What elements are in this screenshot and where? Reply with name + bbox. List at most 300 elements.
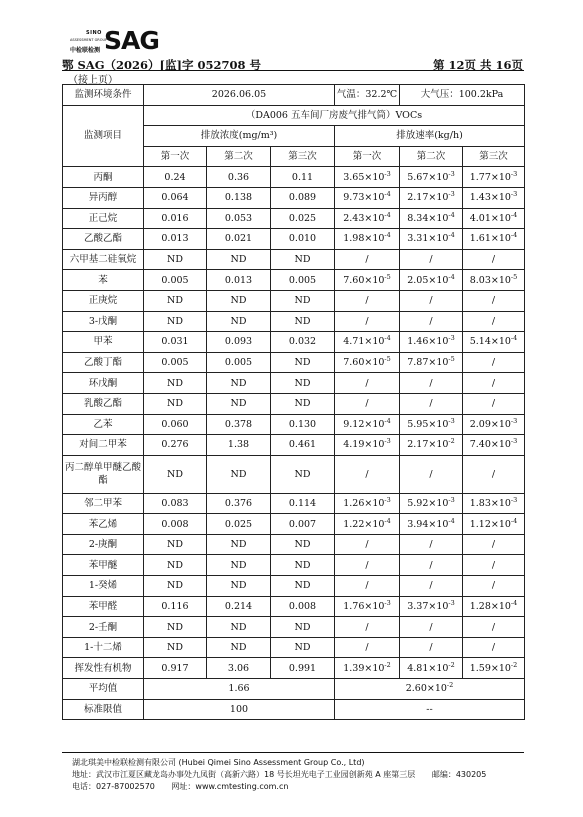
rate-run-1-value: 4.71×10 [343, 336, 385, 348]
conc-run-1 [144, 332, 207, 353]
conc-run-1-value: ND [167, 468, 183, 480]
rate-run-3-value: / [491, 580, 496, 592]
rate-run-3-exponent: -3 [510, 190, 518, 199]
rate-run-2 [400, 311, 463, 332]
rate-run-1-value: 7.60×10 [343, 274, 385, 286]
rate-run-3-value: 1.61×10 [469, 233, 511, 245]
rate-run-1-exponent: -4 [384, 231, 391, 240]
conc-run-1-value: 0.031 [161, 336, 189, 348]
conc-run-3-value: ND [294, 642, 311, 654]
rate-run-2 [400, 167, 463, 188]
conc-run-1-value: 0.116 [161, 600, 189, 612]
conc-run-2 [207, 290, 271, 311]
conc-run-2-value: ND [230, 580, 247, 592]
rate-run-3-value: 1.43×10 [469, 192, 511, 204]
conc-run-2 [207, 187, 271, 208]
rate-run-1-exponent: -2 [384, 660, 391, 669]
conc-run-2-value: 0.021 [224, 233, 253, 245]
conc-run-2-value: ND [230, 468, 247, 480]
rate-run-1 [335, 534, 400, 555]
rate-run-1 [335, 455, 400, 493]
rate-run-2 [400, 187, 463, 208]
compound-name [63, 534, 144, 555]
env-row [63, 85, 525, 106]
footer-divider [62, 752, 524, 753]
rate-run-2 [400, 332, 463, 353]
table-row [63, 658, 525, 679]
compound-name-value: 2-庚酮 [88, 539, 118, 551]
conc-run-3-value: 0.032 [288, 336, 317, 348]
rate-run-2-exponent: -3 [448, 169, 455, 178]
report-number: 鄂 SAG（2026）[监]字 052708 号 [62, 58, 261, 72]
compound-name [63, 332, 144, 353]
compound-name [63, 249, 144, 270]
conc-run-1 [144, 534, 207, 555]
rate-run-3 [463, 637, 525, 658]
rate-run-3-value: 7.40×10 [469, 439, 511, 451]
rate-run-1-exponent: -4 [384, 334, 391, 343]
rate-run-2-value: 2.17×10 [407, 192, 449, 204]
conc-run-2-value: ND [230, 295, 247, 307]
rate-run-2-exponent: -2 [448, 660, 455, 669]
conc-run-3 [271, 637, 335, 658]
conc-run-1 [144, 311, 207, 332]
rate-run-1-exponent: -3 [384, 598, 391, 607]
logo-cn-text: 中检联检测 [70, 47, 101, 54]
compound-name-value: 苯甲醛 [88, 600, 118, 612]
conc-run-3-value: 0.008 [288, 600, 317, 612]
compound-name-value: 正己烷 [88, 212, 118, 224]
rate-run-2-value: / [429, 254, 433, 266]
conc-run-3-value: ND [294, 539, 311, 551]
rate-run-3-value: / [491, 398, 496, 410]
compound-name [63, 167, 144, 188]
rate-run-2-exponent: -3 [448, 598, 455, 607]
conc-run-1-value: 0.016 [161, 212, 189, 224]
rate-run-2 [400, 596, 463, 617]
rate-run-2-value: / [429, 295, 433, 307]
rate-run-3-exponent: -4 [510, 334, 518, 343]
compound-name [63, 493, 144, 514]
conc-run-1 [144, 637, 207, 658]
env-label: 监测环境条件 [63, 85, 144, 106]
conc-run-1-value: 0.060 [161, 418, 189, 430]
conc-run-2-value: 0.138 [224, 192, 253, 204]
rate-run-1-value: / [365, 377, 369, 389]
rate-header: 排放速率(kg/h) [335, 126, 525, 147]
rate-run-3 [463, 290, 525, 311]
rate-run-1-value: / [365, 539, 369, 551]
rate-run-3-value: / [491, 559, 496, 571]
rate-run-2-value: 2.05×10 [407, 274, 449, 286]
conc-run-2 [207, 514, 271, 535]
conc-run-1-value: 0.013 [161, 233, 189, 245]
conc-run-1-value: 0.917 [161, 662, 189, 674]
conc-run-2-value: 0.214 [224, 600, 253, 612]
compound-name [63, 187, 144, 208]
conc-run-2 [207, 596, 271, 617]
page-info: 第 12页 共 16页 [432, 58, 523, 72]
conc-run-1 [144, 373, 207, 394]
rate-run-3-value: 1.59×10 [469, 662, 511, 674]
conc-run-3-value: ND [294, 295, 311, 307]
rate-run-2 [400, 555, 463, 576]
rate-run-2 [400, 249, 463, 270]
compound-name [63, 311, 144, 332]
rate-run-3-exponent: -4 [510, 210, 518, 219]
rate-run-3-exponent: -3 [510, 495, 518, 504]
rate-run-3 [463, 393, 525, 414]
rate-run-3 [463, 596, 525, 617]
compound-name-value: 苯乙烯 [88, 518, 118, 530]
conc-run-1 [144, 658, 207, 679]
compound-name-value: 乙酸丁酯 [83, 357, 122, 369]
conc-run-2-value: ND [230, 559, 247, 571]
conc-run-1-value: 0.276 [161, 439, 189, 451]
compound-name [63, 617, 144, 638]
conc-run-1 [144, 596, 207, 617]
rate-run-3-value: / [491, 295, 496, 307]
conc-run-1-value: ND [167, 559, 183, 571]
compound-name-value: 挥发性有机物 [74, 662, 132, 674]
table-row [63, 435, 525, 456]
compound-name [63, 514, 144, 535]
conc-run-1 [144, 290, 207, 311]
run-header: 第一次 [335, 146, 400, 167]
rate-run-1 [335, 352, 400, 373]
conc-run-1-value: 0.24 [164, 171, 186, 183]
env-pressure: 大气压：100.2kPa [400, 85, 525, 106]
conc-run-2-value: ND [230, 621, 247, 633]
conc-run-2 [207, 455, 271, 493]
logo-sino-text: SINO [86, 30, 102, 36]
rate-run-2-exponent: -2 [448, 437, 455, 446]
conc-run-1-value: 0.008 [161, 518, 189, 530]
conc-run-3-value: ND [294, 357, 311, 369]
limit-row [63, 699, 525, 720]
table-row [63, 311, 525, 332]
rate-run-3 [463, 373, 525, 394]
rate-run-1 [335, 208, 400, 229]
rate-run-1-value: 2.43×10 [343, 212, 385, 224]
rate-run-1-exponent: -3 [384, 495, 391, 504]
conc-run-2 [207, 637, 271, 658]
item-label: 监测项目 [63, 105, 144, 167]
rate-run-2 [400, 373, 463, 394]
conc-run-3 [271, 596, 335, 617]
rate-run-2-exponent: -4 [448, 272, 455, 281]
compound-name [63, 658, 144, 679]
conc-run-3-value: ND [294, 254, 311, 266]
conc-run-2 [207, 393, 271, 414]
rate-run-3-value: / [491, 642, 496, 654]
conc-run-2 [207, 555, 271, 576]
conc-run-3 [271, 455, 335, 493]
rate-run-1 [335, 290, 400, 311]
conc-run-3 [271, 270, 335, 291]
rate-run-1 [335, 373, 400, 394]
avg-rate-exponent: -2 [446, 681, 454, 690]
conc-run-2-value: 0.025 [224, 518, 253, 530]
rate-run-3-value: 4.01×10 [469, 212, 511, 224]
rate-run-3-value: / [491, 315, 496, 327]
conc-run-1 [144, 617, 207, 638]
conc-run-1 [144, 435, 207, 456]
conc-run-3 [271, 311, 335, 332]
conc-run-3 [271, 514, 335, 535]
conc-run-2 [207, 208, 271, 229]
rate-run-3-value: 1.12×10 [469, 518, 511, 530]
conc-run-1 [144, 576, 207, 597]
rate-run-1-value: 1.76×10 [343, 600, 385, 612]
conc-run-2-value: 0.005 [224, 357, 253, 369]
rate-run-2-exponent: -4 [448, 516, 455, 525]
conc-run-1-value: ND [167, 315, 183, 327]
conc-run-1 [144, 229, 207, 250]
rate-run-3 [463, 435, 525, 456]
conc-run-2 [207, 435, 271, 456]
conc-run-2-value: 0.053 [224, 212, 253, 224]
conc-run-1 [144, 208, 207, 229]
rate-run-2 [400, 658, 463, 679]
rate-run-3 [463, 332, 525, 353]
conc-run-1 [144, 352, 207, 373]
conc-run-3 [271, 617, 335, 638]
compound-name-value: 邻二甲苯 [83, 497, 122, 509]
rate-run-1-exponent: -5 [384, 354, 391, 363]
rate-run-2-value: / [429, 559, 433, 571]
conc-run-1 [144, 514, 207, 535]
footer-address-line [72, 769, 486, 780]
rate-run-2 [400, 270, 463, 291]
conc-run-2 [207, 617, 271, 638]
avg-conc: 1.66 [144, 679, 335, 700]
compound-name [63, 208, 144, 229]
rate-run-3-value: / [491, 377, 496, 389]
table-row [63, 596, 525, 617]
rate-run-2-value: 3.37×10 [407, 600, 449, 612]
rate-run-1-value: / [365, 295, 369, 307]
rate-run-2-exponent: -3 [448, 334, 455, 343]
rate-run-3-exponent: -4 [510, 598, 518, 607]
source-title: （DA006 五车间厂房废气排气筒）VOCs [144, 105, 525, 126]
conc-run-3 [271, 167, 335, 188]
rate-run-1 [335, 414, 400, 435]
compound-name-value: 正庚烷 [88, 295, 118, 307]
rate-run-2-value: / [429, 468, 433, 480]
table-row [63, 617, 525, 638]
rate-run-2-value: / [429, 539, 433, 551]
conc-run-2 [207, 311, 271, 332]
rate-run-2-exponent: -4 [448, 210, 455, 219]
conc-run-2-value: ND [230, 539, 247, 551]
rate-run-3-exponent: -5 [510, 272, 518, 281]
rate-run-1 [335, 332, 400, 353]
conc-run-1 [144, 167, 207, 188]
rate-run-1-exponent: -5 [384, 272, 391, 281]
rate-run-3 [463, 576, 525, 597]
compound-name-value: 丙酮 [93, 171, 113, 183]
compound-name-value: 苯甲醚 [88, 559, 118, 571]
conc-run-3-value: 0.089 [288, 192, 317, 204]
rate-run-3 [463, 455, 525, 493]
rate-run-3 [463, 167, 525, 188]
rate-run-1-value: / [365, 398, 369, 410]
rate-run-3 [463, 187, 525, 208]
rate-run-1-value: / [365, 559, 369, 571]
rate-run-1-value: / [365, 468, 369, 480]
conc-run-2-value: 3.06 [227, 662, 250, 674]
compound-name [63, 435, 144, 456]
run-header: 第二次 [400, 146, 463, 167]
rate-run-3 [463, 270, 525, 291]
continued-note: （接上页） [68, 75, 118, 86]
rate-run-2 [400, 229, 463, 250]
rate-run-2-value: / [429, 642, 433, 654]
rate-run-3 [463, 493, 525, 514]
table-row [63, 555, 525, 576]
rate-run-3-value: / [491, 254, 496, 266]
footer-phone: 电话：027-87002570 [72, 782, 155, 791]
conc-run-3 [271, 187, 335, 208]
conc-run-3 [271, 555, 335, 576]
rate-run-3-value: 8.03×10 [469, 274, 511, 286]
rate-run-3-exponent: -2 [510, 660, 518, 669]
compound-name [63, 414, 144, 435]
conc-run-3-value: ND [294, 398, 311, 410]
footer-company: 湖北琪美中检联检测有限公司 (Hubei Qimei Sino Assessment Group Co., Ltd) [72, 758, 365, 767]
conc-run-3-value: 0.130 [288, 418, 317, 430]
avg-label: 平均值 [63, 679, 144, 700]
conc-run-2-value: ND [230, 254, 247, 266]
rate-run-2-value: / [429, 398, 433, 410]
conc-run-1-value: ND [167, 539, 183, 551]
conc-run-3-value: ND [294, 468, 311, 480]
rate-run-2 [400, 414, 463, 435]
table-row [63, 637, 525, 658]
rate-run-2 [400, 493, 463, 514]
rate-run-1-value: 9.73×10 [343, 192, 385, 204]
table-row [63, 167, 525, 188]
rate-run-1 [335, 249, 400, 270]
run-header: 第二次 [207, 146, 271, 167]
rate-run-2-value: 7.87×10 [407, 357, 449, 369]
conc-run-2 [207, 414, 271, 435]
conc-run-1-value: 0.005 [161, 274, 189, 286]
compound-name [63, 455, 144, 493]
conc-run-3-value: ND [294, 580, 311, 592]
compound-name [63, 229, 144, 250]
rate-run-1-exponent: -4 [384, 190, 391, 199]
conc-run-3-value: ND [294, 621, 311, 633]
conc-run-3-value: 0.114 [288, 497, 317, 509]
compound-name-value: 乙苯 [93, 418, 113, 430]
footer-contact-line [72, 781, 288, 792]
compound-name-value: 环戊酮 [88, 377, 118, 389]
conc-run-3-value: 0.007 [288, 518, 317, 530]
conc-run-1 [144, 493, 207, 514]
conc-run-3 [271, 393, 335, 414]
rate-run-2 [400, 352, 463, 373]
rate-run-3-value: / [491, 468, 496, 480]
conc-run-3-value: ND [294, 377, 311, 389]
table-row [63, 373, 525, 394]
table-row [63, 534, 525, 555]
rate-run-3 [463, 352, 525, 373]
rate-run-1 [335, 270, 400, 291]
rate-run-3 [463, 617, 525, 638]
conc-run-2 [207, 493, 271, 514]
rate-run-2 [400, 617, 463, 638]
table-row [63, 576, 525, 597]
compound-name [63, 576, 144, 597]
conc-run-3 [271, 373, 335, 394]
conc-run-3 [271, 249, 335, 270]
source-row [63, 105, 525, 126]
conc-run-2-value: ND [230, 642, 247, 654]
rate-run-1-value: / [365, 254, 369, 266]
rate-run-3 [463, 658, 525, 679]
compound-name-value: 异丙醇 [88, 192, 118, 204]
rate-run-2 [400, 534, 463, 555]
conc-run-2 [207, 270, 271, 291]
rate-run-2-value: 1.46×10 [407, 336, 449, 348]
conc-run-3 [271, 208, 335, 229]
table-row [63, 393, 525, 414]
rate-run-1-value: / [365, 642, 369, 654]
conc-run-1 [144, 455, 207, 493]
rate-run-1-exponent: -3 [384, 169, 391, 178]
compound-name [63, 637, 144, 658]
conc-run-3-value: ND [294, 315, 311, 327]
compound-name-value: 2-壬酮 [88, 621, 118, 633]
voc-monitoring-table [62, 84, 525, 720]
table-row [63, 493, 525, 514]
rate-run-3-exponent: -4 [510, 516, 518, 525]
conc-run-1 [144, 249, 207, 270]
table-row [63, 249, 525, 270]
table-row [63, 270, 525, 291]
rate-run-2-value: / [429, 621, 433, 633]
conc-run-1 [144, 187, 207, 208]
rate-run-3 [463, 249, 525, 270]
rate-run-1-value: / [365, 580, 369, 592]
env-temperature: 气温：32.2℃ [335, 85, 400, 106]
rate-run-2-exponent: -5 [448, 354, 455, 363]
rate-run-2-value: / [429, 580, 433, 592]
rate-run-3 [463, 555, 525, 576]
compound-name [63, 290, 144, 311]
compound-name-value: 甲苯 [93, 336, 113, 348]
conc-run-3-value: 0.11 [291, 171, 314, 183]
rate-run-2 [400, 576, 463, 597]
company-logo [70, 26, 160, 58]
table-row [63, 514, 525, 535]
conc-run-1-value: 0.064 [161, 192, 189, 204]
conc-run-1 [144, 555, 207, 576]
conc-run-3 [271, 576, 335, 597]
conc-run-2-value: ND [230, 398, 247, 410]
compound-name-value: 丙二醇单甲醚乙酸酯 [64, 462, 141, 487]
compound-name [63, 270, 144, 291]
rate-run-1-value: 4.19×10 [343, 439, 385, 451]
rate-run-2-exponent: -3 [448, 416, 455, 425]
rate-run-3 [463, 514, 525, 535]
rate-run-3 [463, 311, 525, 332]
conc-run-1-value: 0.083 [161, 497, 189, 509]
rate-run-1-value: / [365, 621, 369, 633]
env-date: 2026.06.05 [144, 85, 335, 106]
